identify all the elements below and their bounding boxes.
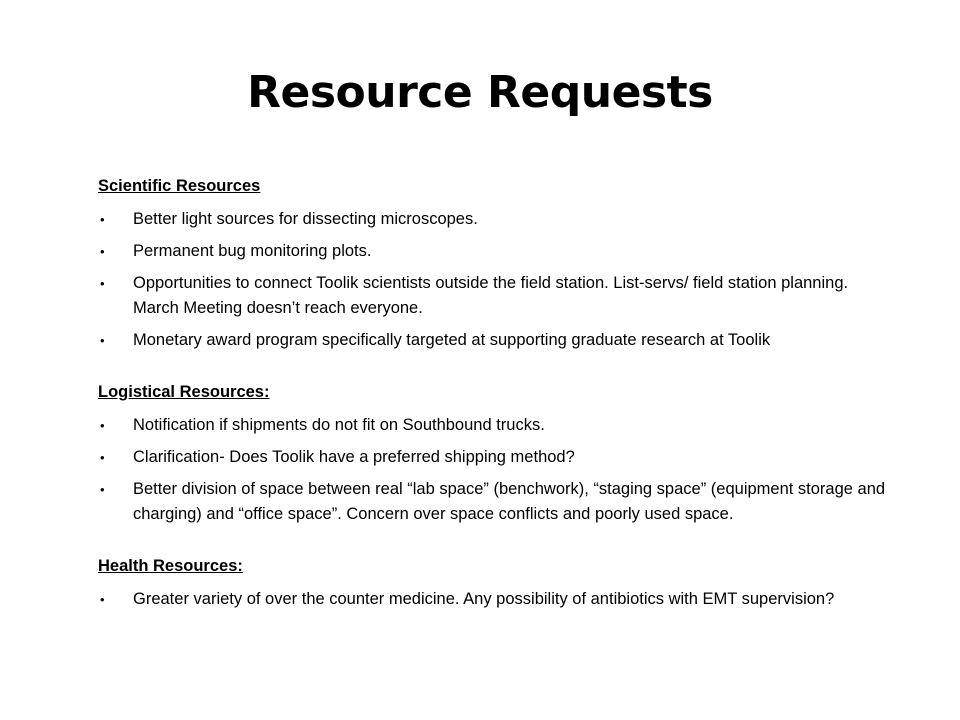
list-item [98,271,898,321]
bullet-icon: • [100,244,105,259]
section-heading: Health Resources: [98,557,243,575]
bullet-icon: • [100,212,105,227]
list-item-text: Clarification- Does Toolik have a preferred shipping method? [133,448,575,466]
list-item [98,413,898,438]
bullet-icon: • [100,592,105,607]
list-item [98,445,898,470]
section-heading: Logistical Resources: [98,383,270,401]
bullet-icon: • [100,333,105,348]
list-item-text: Greater variety of over the counter medicine. Any possibility of antibiotics with EMT supervision? [133,590,835,608]
section-health-resources [98,554,898,612]
list-item-text: Opportunities to connect Toolik scientists outside the field station. List-servs/ field station planning. March Meeting doesn’t reach everyone. [133,274,849,317]
section-spacer [98,360,898,380]
bullet-list [98,207,898,353]
list-item-text: Notification if shipments do not fit on Southbound trucks. [133,416,545,434]
list-item [98,477,898,527]
bullet-list [98,587,898,612]
bullet-icon: • [100,482,105,497]
list-item-text: Better division of space between real “lab space” (benchwork), “staging space” (equipment storage and charging) and “office space”. Concern over space conflicts and poorly used space. [133,480,886,523]
slide-body [98,174,898,619]
bullet-icon: • [100,276,105,291]
list-item [98,328,898,353]
list-item [98,587,898,612]
list-item-text: Permanent bug monitoring plots. [133,242,372,260]
section-heading: Scientific Resources [98,177,261,195]
list-item [98,207,898,232]
section-spacer [98,534,898,554]
slide-title: Resource Requests [247,67,713,118]
section-scientific-resources [98,174,898,353]
list-item-text: Better light sources for dissecting microscopes. [133,210,478,228]
bullet-icon: • [100,418,105,433]
list-item-text: Monetary award program specifically targeted at supporting graduate research at Toolik [133,331,771,349]
bullet-icon: • [100,450,105,465]
section-logistical-resources [98,380,898,527]
list-item [98,239,898,264]
bullet-list [98,413,898,527]
